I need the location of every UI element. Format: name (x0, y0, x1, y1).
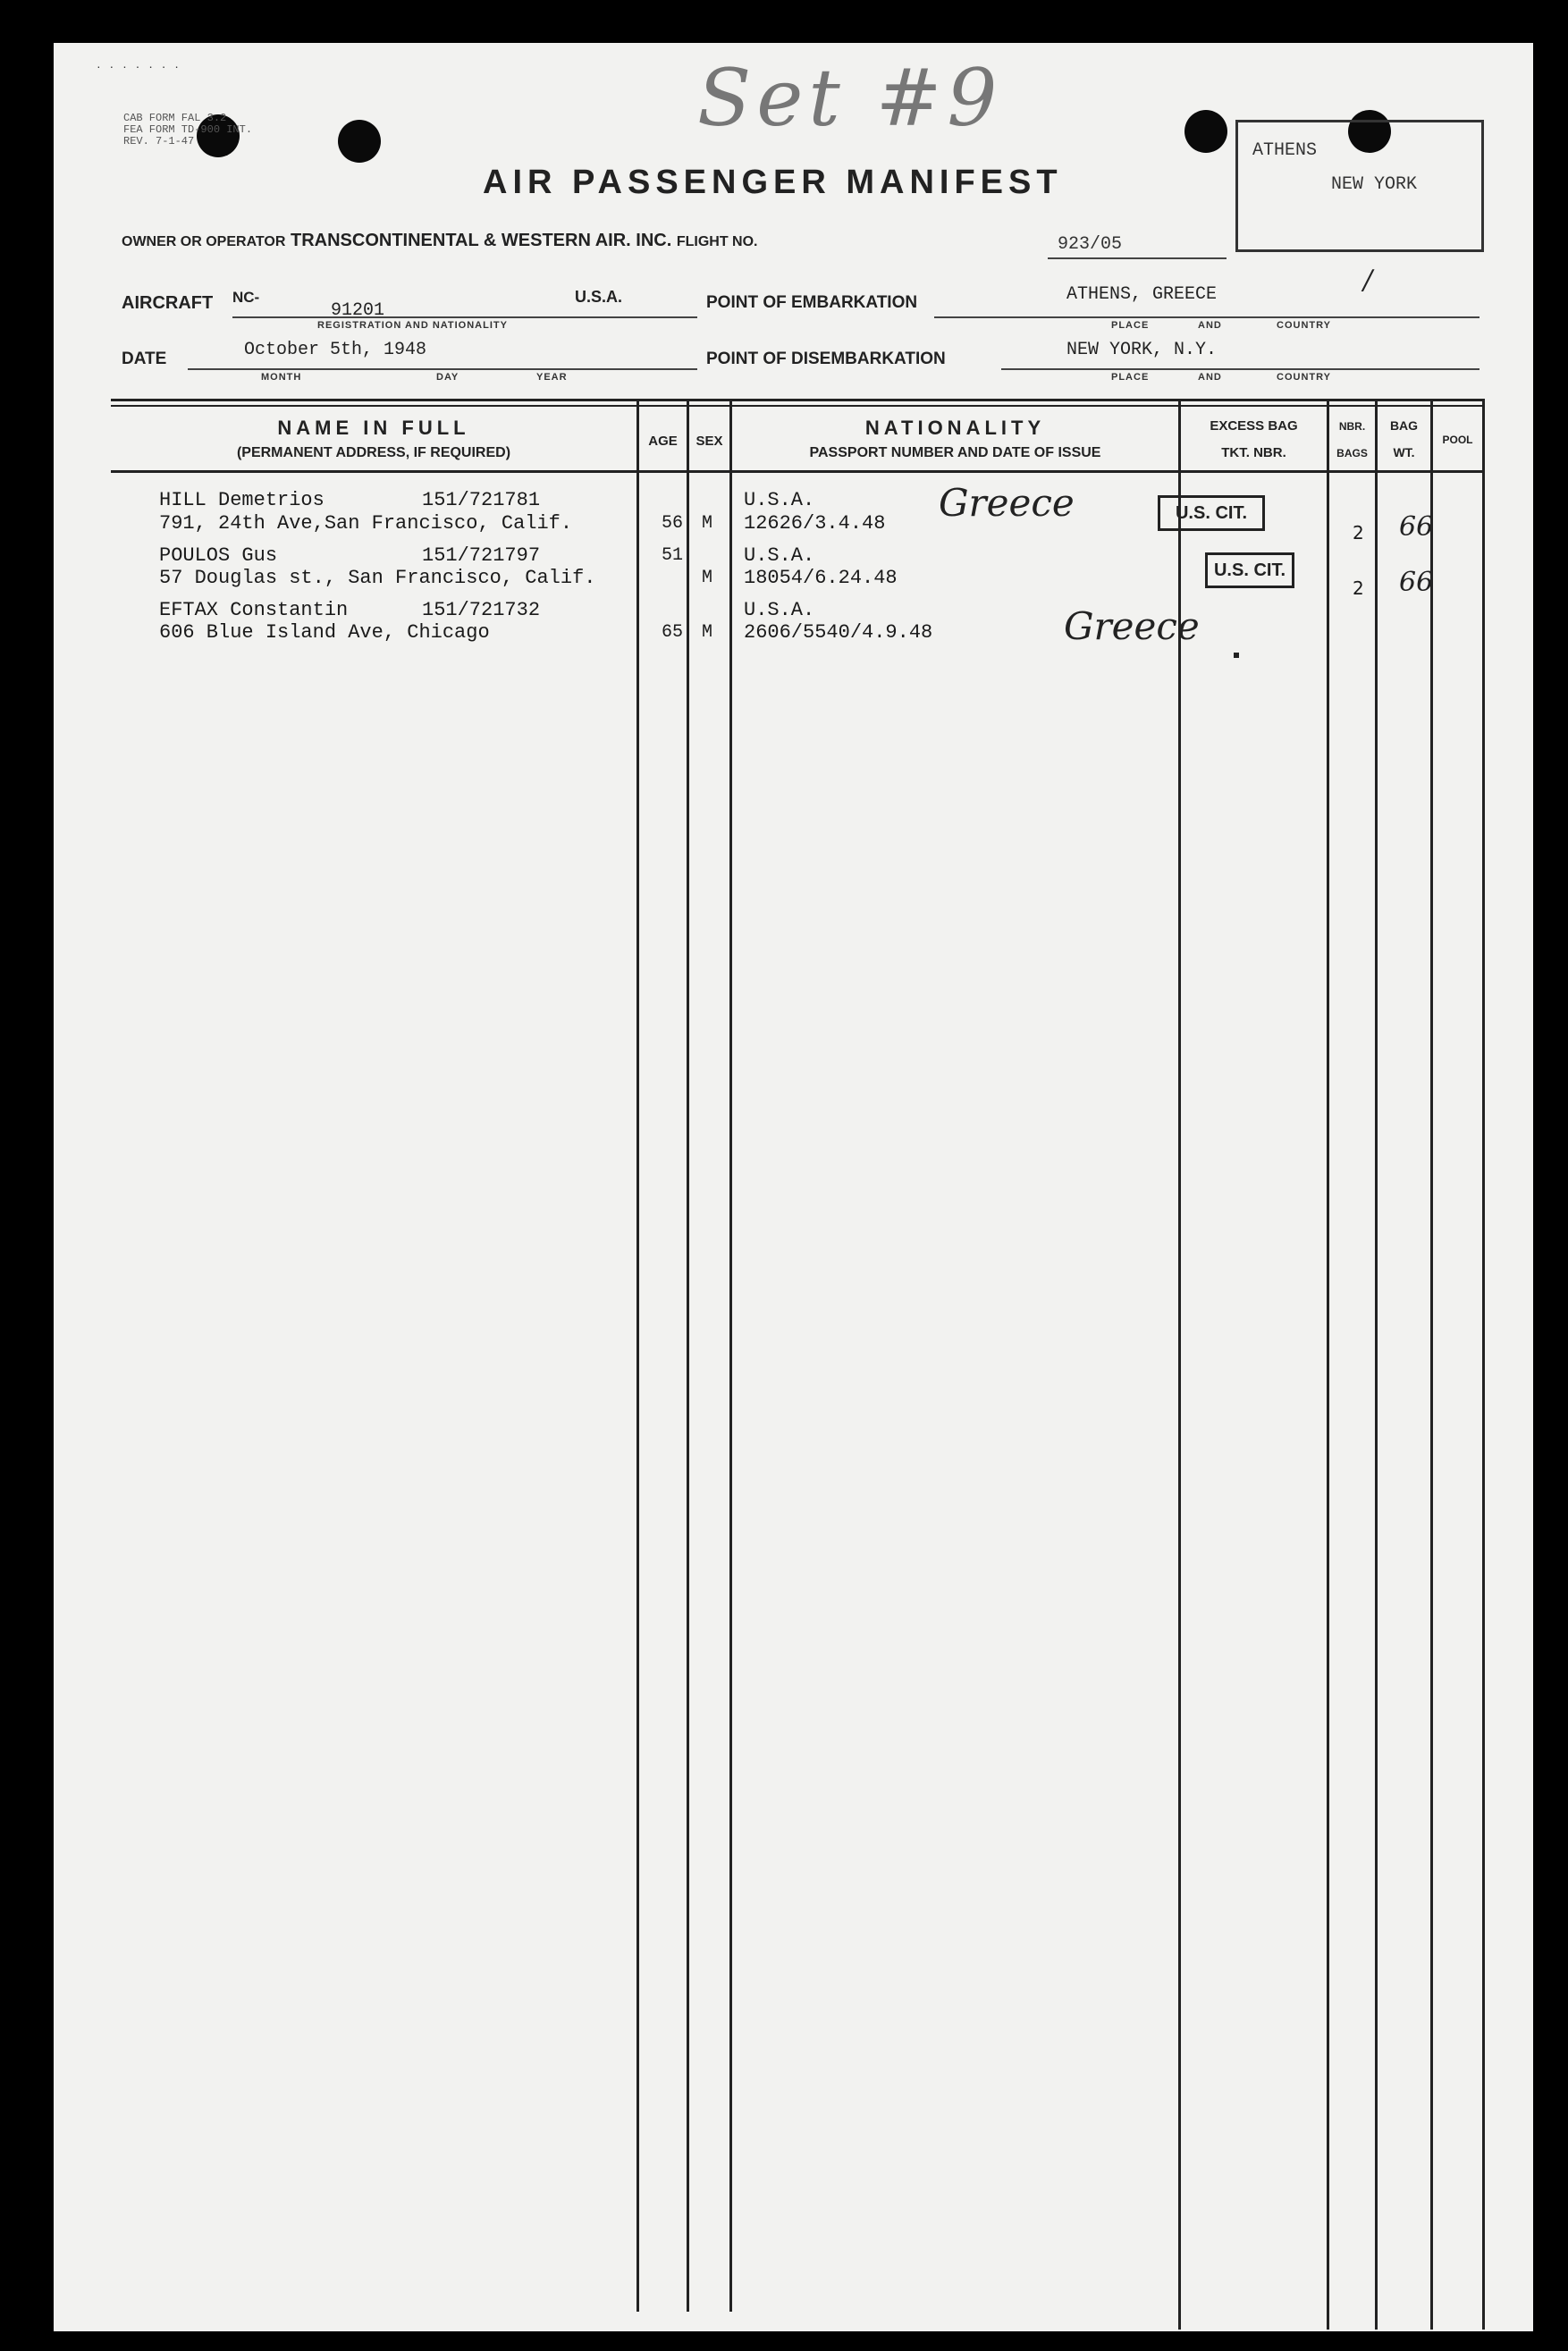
aircraft-underline (232, 316, 697, 318)
passenger-age: 51 (662, 545, 684, 566)
citizenship-stamp: U.S. CIT. (1158, 495, 1265, 531)
citizenship-stamp: U.S. CIT. (1205, 552, 1294, 588)
date-sub-year: YEAR (536, 372, 568, 383)
form-reference (123, 113, 252, 147)
page-title: AIR PASSENGER MANIFEST (483, 164, 1063, 201)
passenger-name: POULOS Gus (159, 544, 278, 567)
passenger-address: 57 Douglas st., San Francisco, Calif. (159, 567, 596, 589)
header-sex: SEX (695, 434, 723, 449)
passenger-age: 56 (662, 513, 684, 534)
disembarkation-sub-and: AND (1198, 372, 1222, 383)
header-name: NAME IN FULL (277, 417, 470, 439)
passenger-name: EFTAX Constantin (159, 599, 349, 621)
date-sub-day: DAY (436, 372, 459, 383)
aircraft-label: AIRCRAFT (122, 293, 214, 313)
passenger-weight: 66 (1399, 511, 1434, 543)
disembarkation-value: NEW YORK, N.Y. (1066, 340, 1218, 360)
form-ref-line: REV. 7-1-47 (123, 135, 195, 147)
header-excess-sub: TKT. NBR. (1221, 445, 1286, 460)
route-stamp-box (1235, 120, 1484, 252)
passenger-sex: M (702, 568, 713, 588)
passenger-passport: 2606/5540/4.9.48 (744, 621, 933, 644)
passenger-passport: 18054/6.24.48 (744, 567, 898, 589)
passenger-hand-note: Greece (1064, 604, 1200, 648)
disembarkation-label: POINT OF DISEMBARKATION (706, 350, 946, 368)
embarkation-label: POINT OF EMBARKATION (706, 293, 918, 312)
col-rule-sex (729, 399, 732, 2312)
date-value: October 5th, 1948 (244, 340, 427, 360)
embarkation-sub-place: PLACE (1111, 320, 1150, 331)
col-rule-age (687, 399, 689, 2312)
header-nationality-sub: PASSPORT NUMBER AND DATE OF ISSUE (809, 445, 1101, 460)
passenger-sex: M (702, 513, 713, 534)
aircraft-sublabel: REGISTRATION AND NATIONALITY (317, 320, 508, 331)
passenger-nationality: U.S.A. (744, 489, 815, 511)
passenger-bags: 2 (1353, 522, 1364, 544)
passenger-ref: 151/721781 (422, 489, 541, 511)
route-stamp-destination: NEW YORK (1331, 174, 1418, 195)
flight-label: FLIGHT NO. (676, 234, 758, 249)
flight-underline (1048, 257, 1227, 259)
header-nbr: NBR. (1338, 420, 1366, 433)
date-underline (188, 368, 697, 370)
passenger-address: 791, 24th Ave,San Francisco, Calif. (159, 512, 573, 535)
table-top-rule (111, 399, 1483, 401)
header-name-sub: (PERMANENT ADDRESS, IF REQUIRED) (236, 445, 511, 460)
col-rule-bags (1375, 399, 1378, 2330)
header-excess: EXCESS BAG (1210, 418, 1298, 434)
date-sub-month: MONTH (261, 372, 302, 383)
owner-label: OWNER OR OPERATOR (122, 234, 286, 249)
passenger-age: 65 (662, 622, 684, 643)
owner-name: TRANSCONTINENTAL & WESTERN AIR. INC. (290, 231, 672, 250)
route-stamp-origin: ATHENS (1252, 140, 1318, 161)
col-rule-name (636, 399, 639, 2312)
embarkation-underline (934, 316, 1479, 318)
aircraft-nationality: U.S.A. (575, 288, 623, 306)
header-nationality: NATIONALITY (864, 417, 1046, 439)
table-top-rule-2 (111, 405, 1483, 407)
edge-dots: · · · · · · · (97, 59, 181, 73)
col-rule-nat (1178, 399, 1181, 2330)
flight-number: 923/05 (1058, 234, 1123, 255)
punch-hole-icon (1184, 110, 1227, 153)
embarkation-sub-and: AND (1198, 320, 1222, 331)
passenger-name: HILL Demetrios (159, 489, 325, 511)
set-handmark: Set #9 (697, 52, 1003, 144)
header-age: AGE (648, 434, 678, 449)
passenger-weight: 66 (1399, 567, 1434, 598)
passenger-sex: M (702, 622, 713, 643)
passenger-nationality: U.S.A. (744, 544, 815, 567)
date-label: DATE (122, 350, 167, 368)
stamp-spacer-30 (1234, 653, 1239, 658)
header-pool: POOL (1442, 434, 1473, 446)
col-rule-wt (1430, 399, 1433, 2330)
manifest-sheet (54, 43, 1533, 2331)
punch-hole-icon (338, 120, 381, 163)
passenger-ref: 151/721732 (422, 599, 541, 621)
passenger-ref: 151/721797 (422, 544, 541, 567)
aircraft-prefix: NC- (232, 289, 260, 306)
embarkation-tick-mark: / (1363, 265, 1373, 296)
header-bagwt: BAG (1389, 418, 1419, 433)
passenger-address: 606 Blue Island Ave, Chicago (159, 621, 490, 644)
embarkation-sub-country: COUNTRY (1277, 320, 1331, 331)
passenger-bags: 2 (1353, 577, 1364, 599)
col-rule-right (1482, 399, 1485, 2330)
header-nbr-sub: BAGS (1336, 447, 1368, 459)
table-header-rule (111, 470, 1483, 473)
form-ref-line: CAB FORM FAL 3.2 (123, 112, 227, 124)
passenger-passport: 12626/3.4.48 (744, 512, 886, 535)
owner-line (122, 231, 758, 251)
aircraft-registration: 91201 (331, 300, 385, 321)
disembarkation-underline (1001, 368, 1479, 370)
col-rule-excess (1327, 399, 1329, 2330)
header-bagwt-sub: WT. (1393, 445, 1415, 459)
embarkation-value: ATHENS, GREECE (1066, 284, 1218, 305)
form-ref-line: FEA FORM TD-900 INT. (123, 123, 253, 136)
passenger-hand-note: Greece (939, 481, 1075, 525)
disembarkation-sub-place: PLACE (1111, 372, 1150, 383)
passenger-nationality: U.S.A. (744, 599, 815, 621)
disembarkation-sub-country: COUNTRY (1277, 372, 1331, 383)
